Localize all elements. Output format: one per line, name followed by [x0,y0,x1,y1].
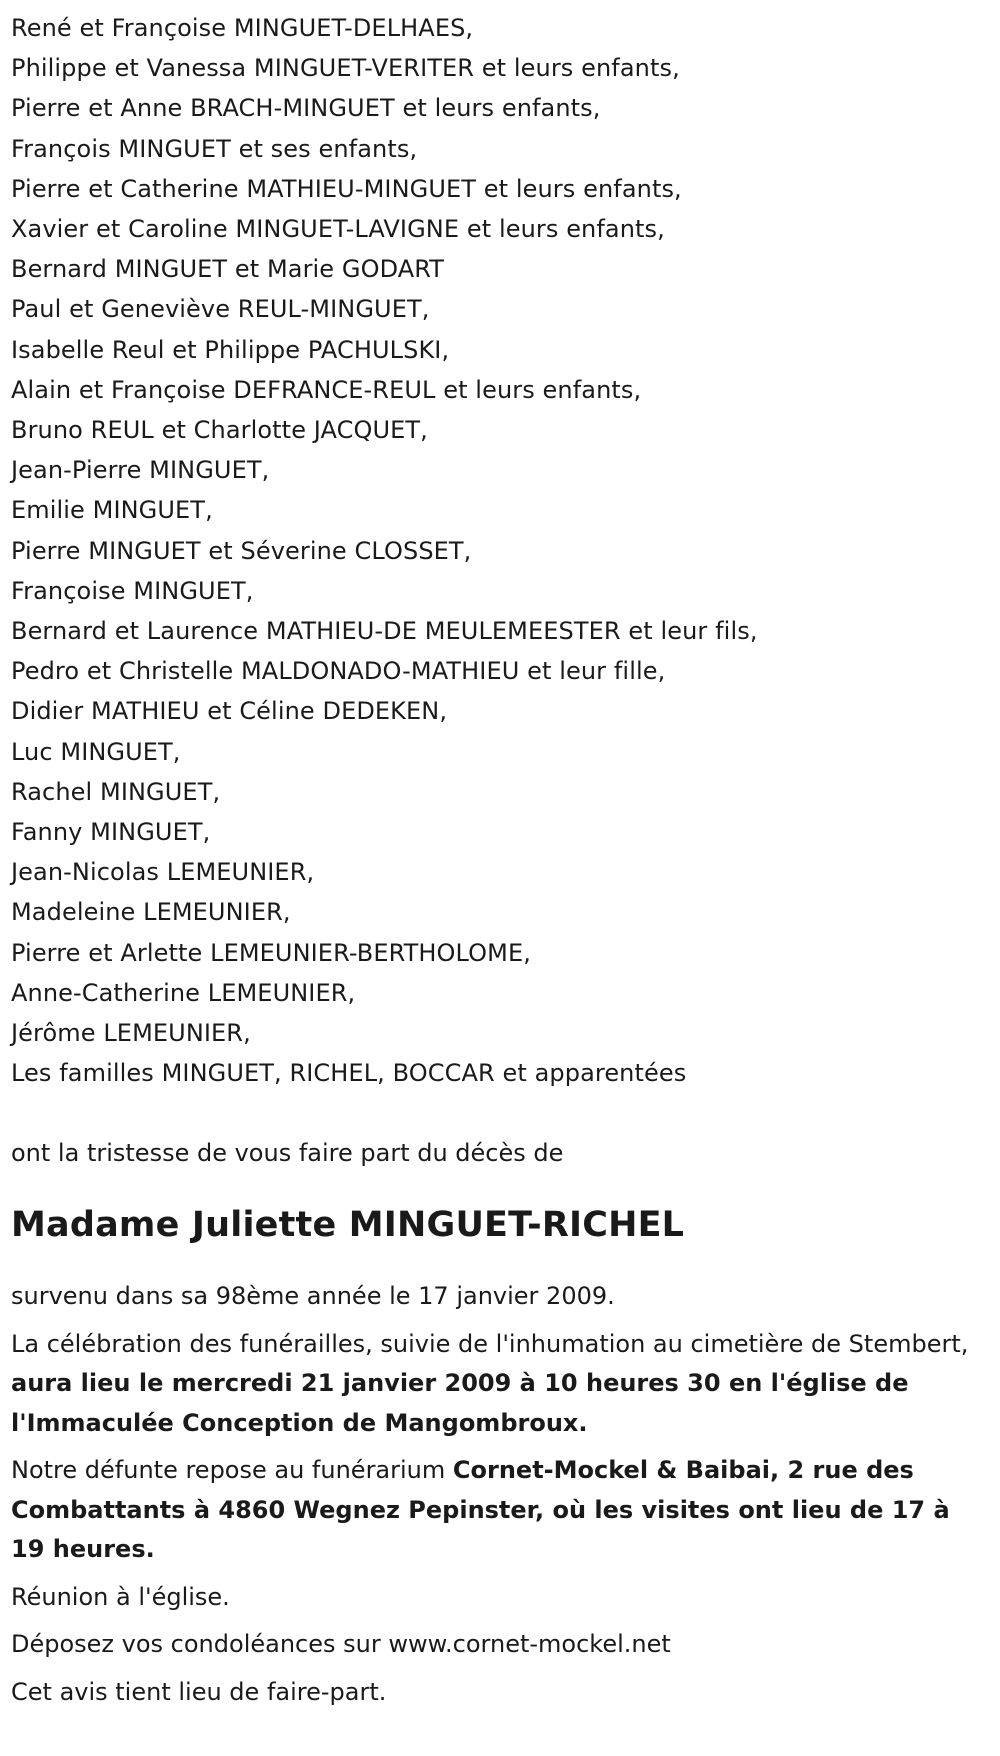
funeral-details: aura lieu le mercredi 21 janvier 2009 à 10 heures 30 en l'église de l'Immaculée Conception de Mangombroux. [11,1369,909,1437]
family-line: François MINGUET et ses enfants, [11,134,418,163]
intro-text: ont la tristesse de vous faire part du décès de [11,1139,564,1168]
family-line: Jean-Pierre MINGUET, [11,456,270,485]
notice-text: Cet avis tient lieu de faire-part. [11,1677,387,1706]
condolences-text: Déposez vos condoléances sur www.cornet-mockel.net [11,1630,671,1659]
family-line: Alain et Françoise DEFRANCE-REUL et leurs enfants, [11,375,642,404]
family-line: Bernard MINGUET et Marie GODART [11,255,445,284]
family-line: Pedro et Christelle MALDONADO-MATHIEU et leur fille, [11,657,666,686]
funeral-paragraph [11,1325,1000,1444]
deceased-name: Madame Juliette MINGUET-RICHEL [11,1205,685,1246]
funerarium-text: Notre défunte repose au funérarium [11,1456,453,1485]
family-line: Didier MATHIEU et Céline DEDEKEN, [11,697,448,726]
family-line: Philippe et Vanessa MINGUET-VERITER et leurs enfants, [11,54,680,83]
family-line: Bruno REUL et Charlotte JACQUET, [11,416,428,445]
family-line: Fanny MINGUET, [11,818,211,847]
family-line: Pierre et Catherine MATHIEU-MINGUET et leurs enfants, [11,174,682,203]
reunion-text: Réunion à l'église. [11,1582,230,1611]
funerarium-paragraph [11,1451,1000,1570]
family-line: Emilie MINGUET, [11,496,213,525]
family-list [11,8,1000,1093]
family-line: Isabelle Reul et Philippe PACHULSKI, [11,335,450,364]
family-line: Anne-Catherine LEMEUNIER, [11,978,356,1007]
family-line: René et Françoise MINGUET-DELHAES, [11,14,474,42]
family-line: Pierre MINGUET et Séverine CLOSSET, [11,536,472,565]
family-line: Pierre et Anne BRACH-MINGUET et leurs enfants, [11,94,601,123]
family-line: Rachel MINGUET, [11,777,221,806]
family-line: Bernard et Laurence MATHIEU-DE MEULEMEESTER et leur fils, [11,617,758,646]
family-line: Pierre et Arlette LEMEUNIER-BERTHOLOME, [11,938,531,967]
family-line: Luc MINGUET, [11,737,181,766]
funerarium-details: Cornet-Mockel & Baibai, 2 rue des Combattants à 4860 Wegnez Pepinster, où les visites ont lieu de 17 à 19 heures. [11,1456,950,1564]
family-line: Les familles MINGUET, RICHEL, BOCCAR et apparentées [11,1059,687,1088]
funeral-text: La célébration des funérailles, suivie de l'inhumation au cimetière de Stembert, [11,1329,969,1358]
age-date-text: survenu dans sa 98ème année le 17 janvier 2009. [11,1282,615,1311]
family-line: Jean-Nicolas LEMEUNIER, [11,858,315,887]
family-line: Françoise MINGUET, [11,576,254,605]
family-line: Jérôme LEMEUNIER, [11,1019,251,1048]
family-line: Paul et Geneviève REUL-MINGUET, [11,295,430,324]
family-line: Xavier et Caroline MINGUET-LAVIGNE et leurs enfants, [11,215,665,244]
family-line: Madeleine LEMEUNIER, [11,898,291,927]
